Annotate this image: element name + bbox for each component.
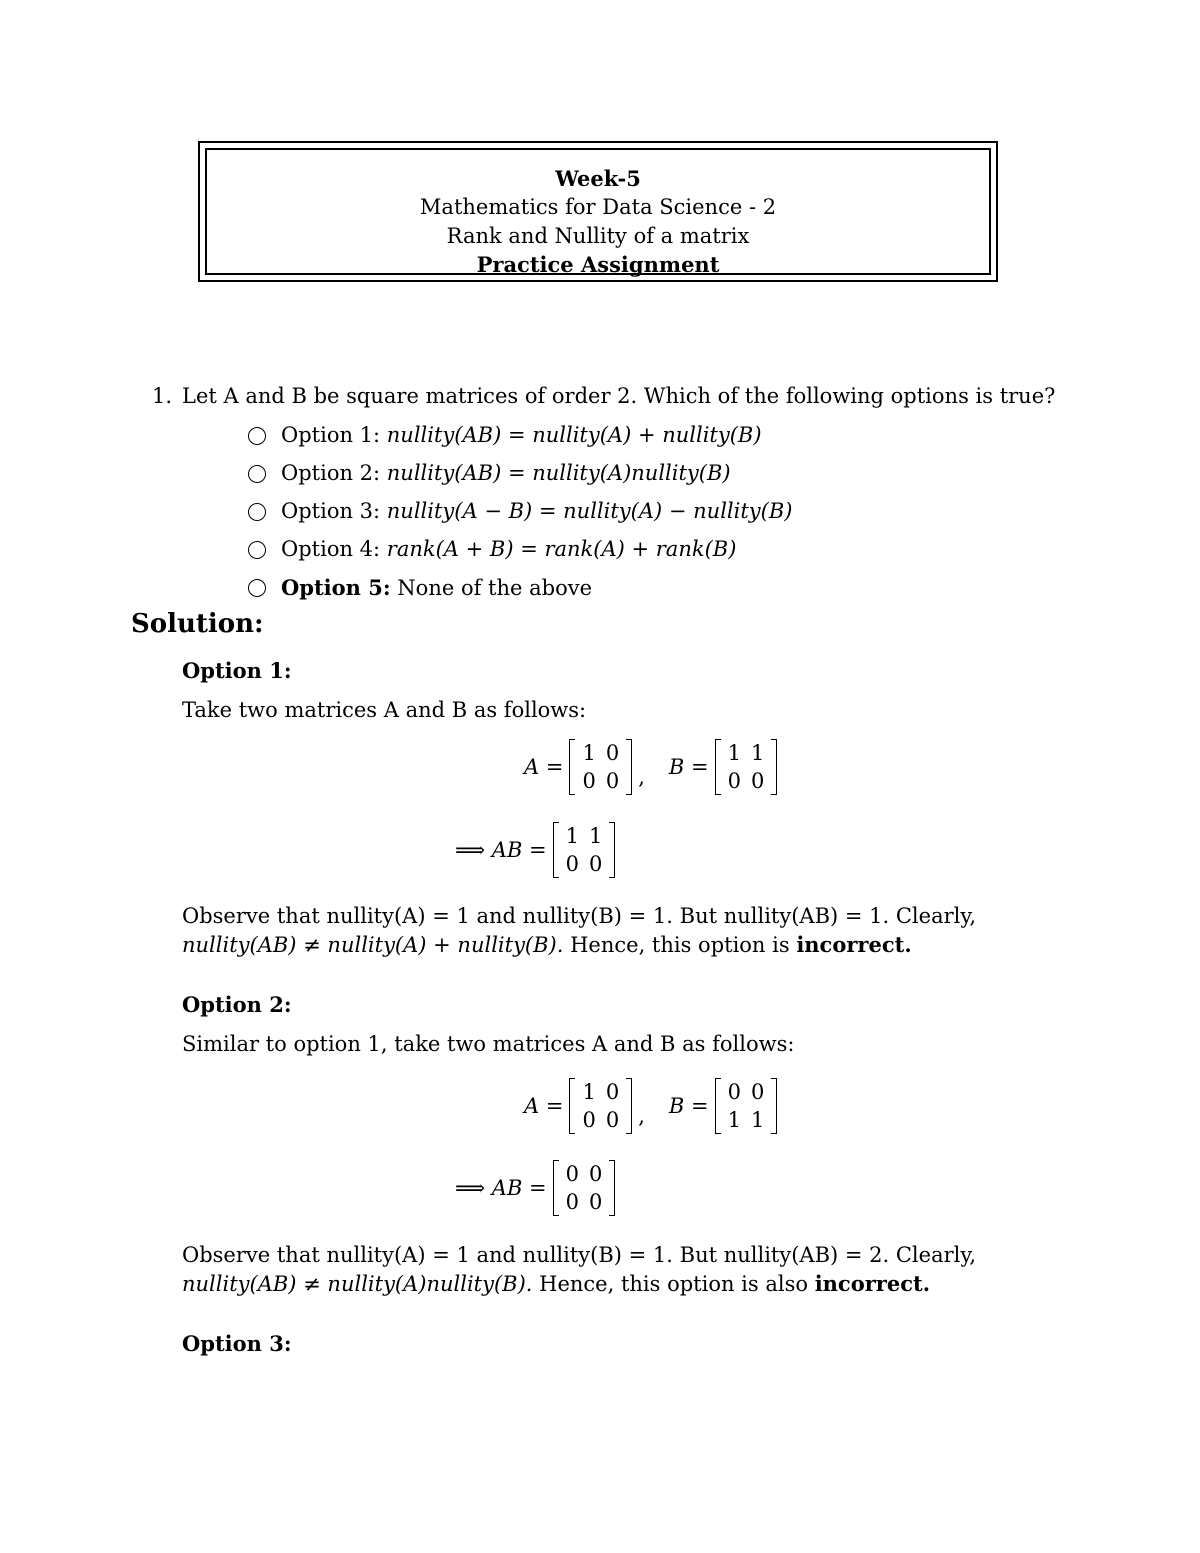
cell: 0: [605, 769, 620, 793]
option-2-text: nullity(AB) = nullity(A)nullity(B): [386, 461, 731, 485]
option-1-inequality: nullity(AB) ≠ nullity(A) + nullity(B).: [182, 933, 564, 957]
cell: 0: [605, 1080, 620, 1104]
week-title: Week-5: [555, 166, 641, 191]
option-2[interactable]: [281, 463, 731, 484]
option-2-observation-line-2: [182, 1273, 930, 1295]
option-2-label: Option 2:: [281, 461, 381, 485]
question-number: 1.: [152, 384, 173, 408]
matrix-AB: [553, 1160, 616, 1216]
option-3-text: nullity(A − B) = nullity(A) − nullity(B): [386, 499, 793, 523]
cell: 0: [582, 769, 596, 793]
comma: ,: [638, 1104, 645, 1128]
cell: 0: [589, 852, 603, 876]
option-5-radio[interactable]: [248, 579, 266, 597]
option-2-heading: Option 2:: [182, 992, 292, 1017]
option-2-conclusion: Hence, this option is also: [532, 1272, 815, 1296]
option-3[interactable]: [281, 501, 792, 522]
label-AB: ⟹ AB =: [455, 838, 547, 862]
label-A: A =: [524, 755, 564, 779]
option-1-heading: Option 1:: [182, 658, 292, 683]
title-box-inner: [205, 148, 991, 275]
option-2-observation-line-1: Observe that nullity(A) = 1 and nullity(B) = 1. But nullity(AB) = 2. Clearly,: [182, 1243, 977, 1267]
matrix-A: [569, 739, 632, 795]
cell: 1: [565, 824, 580, 848]
cell: 1: [750, 1108, 765, 1132]
option-1-observation-line-2: [182, 934, 912, 956]
option-2-inequality: nullity(AB) ≠ nullity(A)nullity(B).: [182, 1272, 533, 1296]
option-3-heading: Option 3:: [182, 1331, 292, 1356]
option-1-product-equation: [455, 822, 615, 878]
option-2-radio[interactable]: [248, 465, 266, 483]
label-B: B =: [668, 1094, 709, 1118]
matrix-B: [715, 1078, 778, 1134]
option-3-label: Option 3:: [281, 499, 381, 523]
cell: 1: [727, 741, 741, 765]
option-5-text: None of the above: [397, 576, 592, 600]
option-1[interactable]: [281, 425, 762, 446]
cell: 0: [605, 1108, 620, 1132]
option-1-conclusion: Hence, this option is: [563, 933, 797, 957]
option-1-intro: Take two matrices A and B as follows:: [182, 698, 587, 722]
option-4-radio[interactable]: [248, 541, 266, 559]
matrix-AB: [553, 822, 616, 878]
title-box: [198, 141, 998, 282]
solution-heading: Solution:: [131, 609, 264, 639]
option-4-label: Option 4:: [281, 537, 381, 561]
cell: 0: [582, 1108, 596, 1132]
cell: 1: [582, 1080, 596, 1104]
option-4-text: rank(A + B) = rank(A) + rank(B): [386, 537, 737, 561]
matrix-B: [715, 739, 778, 795]
cell: 0: [750, 769, 765, 793]
option-1-text: nullity(AB) = nullity(A) + nullity(B): [386, 423, 762, 447]
cell: 0: [589, 1162, 603, 1186]
label-A: A =: [524, 1094, 564, 1118]
option-3-radio[interactable]: [248, 503, 266, 521]
option-1-observation-line-1: Observe that nullity(A) = 1 and nullity(B) = 1. But nullity(AB) = 1. Clearly,: [182, 904, 977, 928]
cell: 0: [727, 769, 741, 793]
cell: 1: [727, 1108, 741, 1132]
label-AB: ⟹ AB =: [455, 1176, 547, 1200]
assignment-type: Practice Assignment: [476, 252, 720, 277]
option-2-matrix-equation: [524, 1078, 777, 1134]
cell: 1: [750, 741, 765, 765]
cell: 0: [589, 1190, 603, 1214]
option-1-matrix-equation: [524, 739, 777, 795]
option-2-product-equation: [455, 1160, 615, 1216]
option-2-intro: Similar to option 1, take two matrices A and B as follows:: [182, 1032, 795, 1056]
topic-title: Rank and Nullity of a matrix: [446, 224, 750, 248]
option-5-label: Option 5:: [281, 575, 391, 600]
option-1-label: Option 1:: [281, 423, 381, 447]
cell: 1: [582, 741, 596, 765]
option-4[interactable]: [281, 539, 736, 560]
option-1-radio[interactable]: [248, 427, 266, 445]
option-1-verdict: incorrect.: [796, 932, 912, 957]
cell: 0: [565, 1162, 580, 1186]
comma: ,: [638, 765, 645, 789]
cell: 1: [589, 824, 603, 848]
option-5[interactable]: [281, 577, 592, 599]
course-title: Mathematics for Data Science - 2: [419, 195, 777, 219]
label-B: B =: [668, 755, 709, 779]
cell: 0: [750, 1080, 765, 1104]
cell: 0: [605, 741, 620, 765]
matrix-A: [569, 1078, 632, 1134]
question-text: Let A and B be square matrices of order 2. Which of the following options is true?: [182, 384, 1056, 408]
cell: 0: [727, 1080, 741, 1104]
option-2-verdict: incorrect.: [814, 1271, 931, 1296]
cell: 0: [565, 852, 580, 876]
cell: 0: [565, 1190, 580, 1214]
